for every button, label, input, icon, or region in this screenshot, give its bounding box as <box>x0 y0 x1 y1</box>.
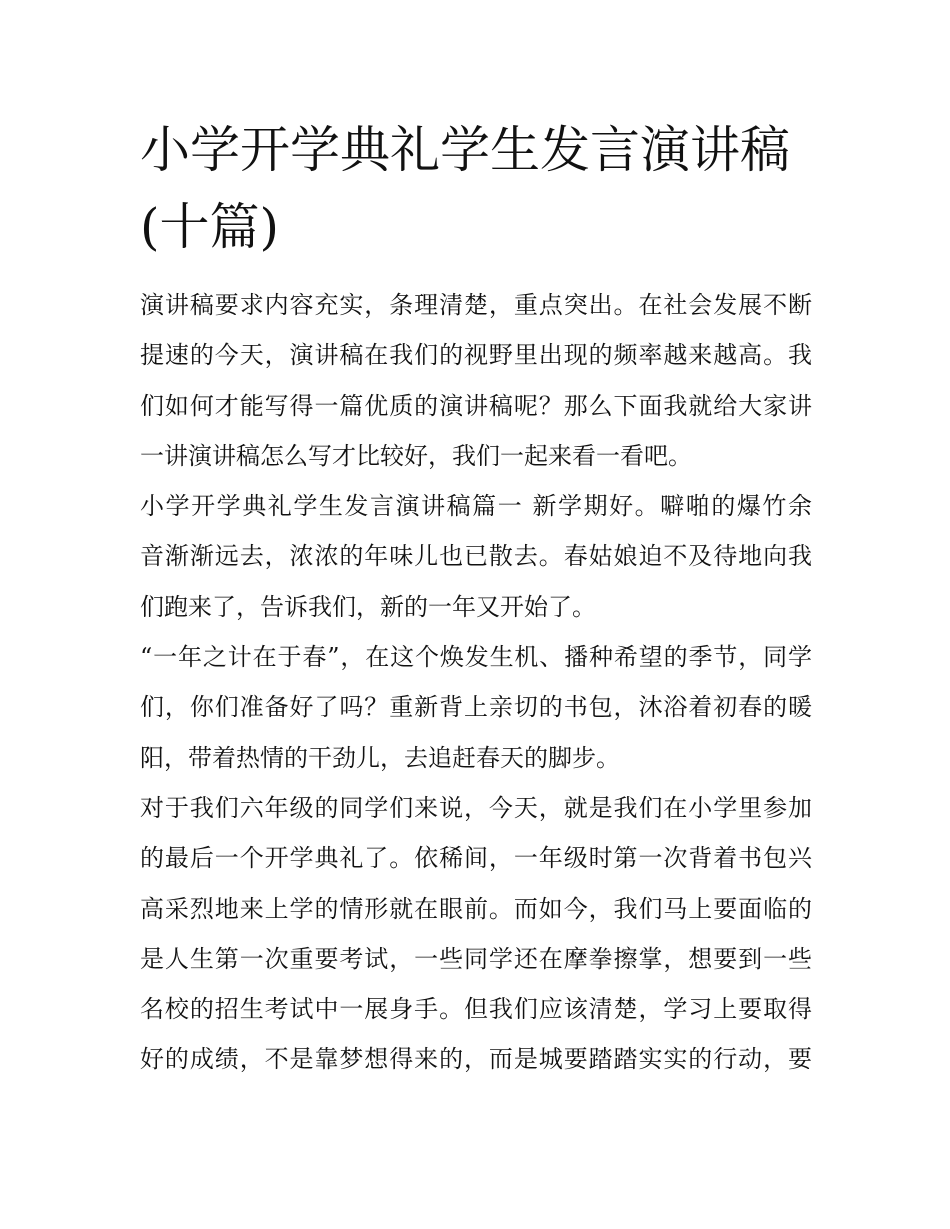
text-line: 是人生第一次重要考试，一些同学还在摩拳擦掌，想要到一些 <box>140 944 812 973</box>
paragraph-sixth-grade <box>140 783 812 1085</box>
document-title <box>140 112 812 266</box>
text-line: 音渐渐远去，浓浓的年味儿也已散去。春姑娘迫不及待地向我 <box>140 542 812 571</box>
text-line: 提速的今天，演讲稿在我们的视野里出现的频率越来越高。我 <box>140 341 812 370</box>
document-page <box>140 112 812 1085</box>
text-line: 小学开学典礼学生发言演讲稿篇一 新学期好。噼啪的爆竹余 <box>140 492 812 521</box>
text-line: 一讲演讲稿怎么写才比较好，我们一起来看一看吧。 <box>140 441 692 470</box>
paragraph-intro <box>140 280 812 481</box>
paragraph-spring <box>140 632 812 783</box>
text-line: 们跑来了，告诉我们，新的一年又开始了。 <box>140 592 596 621</box>
text-line: 名校的招生考试中一展身手。但我们应该清楚，学习上要取得 <box>140 995 812 1024</box>
title-line: 小学开学典礼学生发言演讲稿 <box>140 121 790 179</box>
text-line: “一年之计在于春”，在这个焕发生机、播种希望的季节，同学 <box>140 643 812 672</box>
title-line: (十篇) <box>140 198 280 256</box>
text-line: 阳，带着热情的干劲儿，去追赶春天的脚步。 <box>140 743 620 772</box>
document-body <box>140 280 812 1085</box>
text-line: 们如何才能写得一篇优质的演讲稿呢？那么下面我就给大家讲 <box>140 391 812 420</box>
text-line: 高采烈地来上学的情形就在眼前。而如今，我们马上要面临的 <box>140 894 812 923</box>
paragraph-speech-one <box>140 481 812 632</box>
text-line: 的最后一个开学典礼了。依稀间，一年级时第一次背着书包兴 <box>140 844 812 873</box>
text-line: 对于我们六年级的同学们来说，今天，就是我们在小学里参加 <box>140 793 812 822</box>
text-line: 好的成绩，不是靠梦想得来的，而是城要踏踏实实的行动，要 <box>140 1045 812 1074</box>
text-line: 演讲稿要求内容充实，条理清楚，重点突出。在社会发展不断 <box>140 291 812 319</box>
text-line: 们，你们准备好了吗？重新背上亲切的书包，沐浴着初春的暖 <box>140 693 812 722</box>
